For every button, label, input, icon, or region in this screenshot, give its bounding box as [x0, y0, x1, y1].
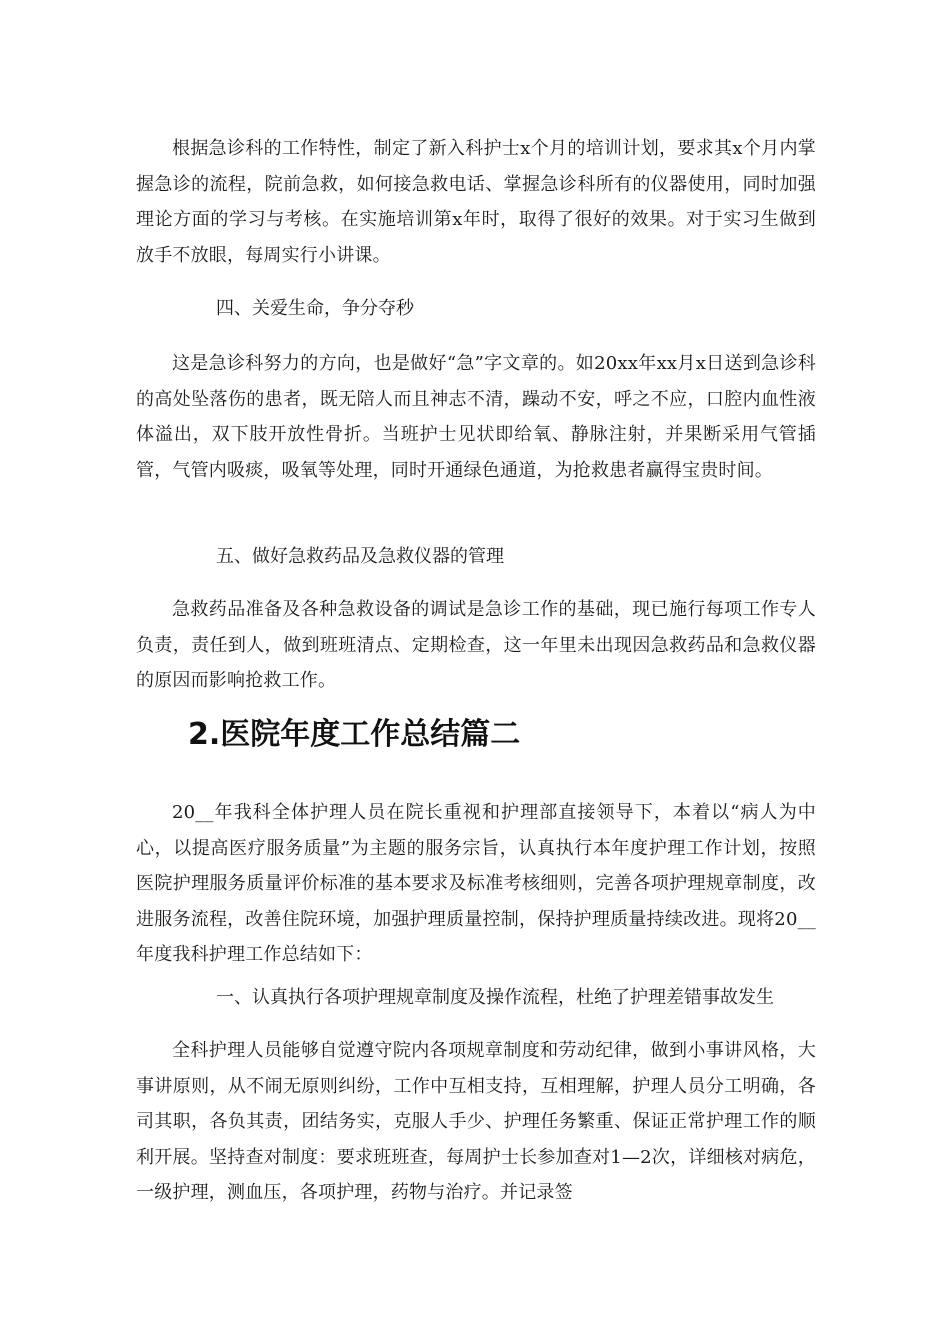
heading-cherish-life: 四、关爱生命，争分夺秒: [216, 298, 414, 319]
heading-drug-equipment-management: 五、做好急救药品及急救仪器的管理: [216, 546, 504, 567]
paragraph-drug-equipment: 急救药品准备及各种急救设备的调试是急诊工作的基础，现已施行每项工作专人负责，责任到人，做到班班清点、定期检查，这一年里未出现因急救药品和急救仪器的原因而影响抢救工作。: [136, 599, 816, 691]
paragraph-annual-overview: 20__年我科全体护理人员在院长重视和护理部直接领导下，本着以“病人为中心，以提高医疗服务质量”为主题的服务宗旨，认真执行本年度护理工作计划，按照医院护理服务质量评价标准的基本要求及标准考核细则，完善各项护理规章制度，改进服务流程，改善住院环境，加强护理质量控制，保持护理质量持续改进。现将20__年度我科护理工作总结如下：: [136, 802, 816, 965]
paragraph-emergency-case: 这是急诊科努力的方向，也是做好“急”字文章的。如20xx年xx月x日送到急诊科的高处坠落伤的患者，既无陪人而且神志不清，躁动不安，呼之不应，口腔内血性液体溢出，双下肢开放性骨折。当班护士见状即给氧、静脉注射，并果断采用气管插管，气管内吸痰，吸氧等处理，同时开通绿色通道，为抢救患者赢得宝贵时间。: [136, 353, 816, 481]
section-title: 2.医院年度工作总结篇二: [188, 717, 521, 752]
paragraph-training-plan: 根据急诊科的工作特性，制定了新入科护士x个月的培训计划，要求其x个月内掌握急诊的流程，院前急救，如何接急救电话、掌握急诊科所有的仪器使用，同时加强理论方面的学习与考核。在实施培训第x年时，取得了很好的效果。对于实习生做到放手不放眼，每周实行小讲课。: [136, 138, 816, 266]
paragraph-regulations-detail: 全科护理人员能够自觉遵守院内各项规章制度和劳动纪律，做到小事讲风格，大事讲原则，从不闹无原则纠纷，工作中互相支持，互相理解，护理人员分工明确，各司其职，各负其责，团结务实，克服人手少、护理任务繁重、保证正常护理工作的顺利开展。坚持查对制度：要求班班查，每周护士长参加查对1—2次，详细核对病危，一级护理，测血压，各项护理，药物与治疗。并记录签: [136, 1040, 816, 1203]
heading-regulations: 一、认真执行各项护理规章制度及操作流程，杜绝了护理差错事故发生: [216, 987, 774, 1008]
